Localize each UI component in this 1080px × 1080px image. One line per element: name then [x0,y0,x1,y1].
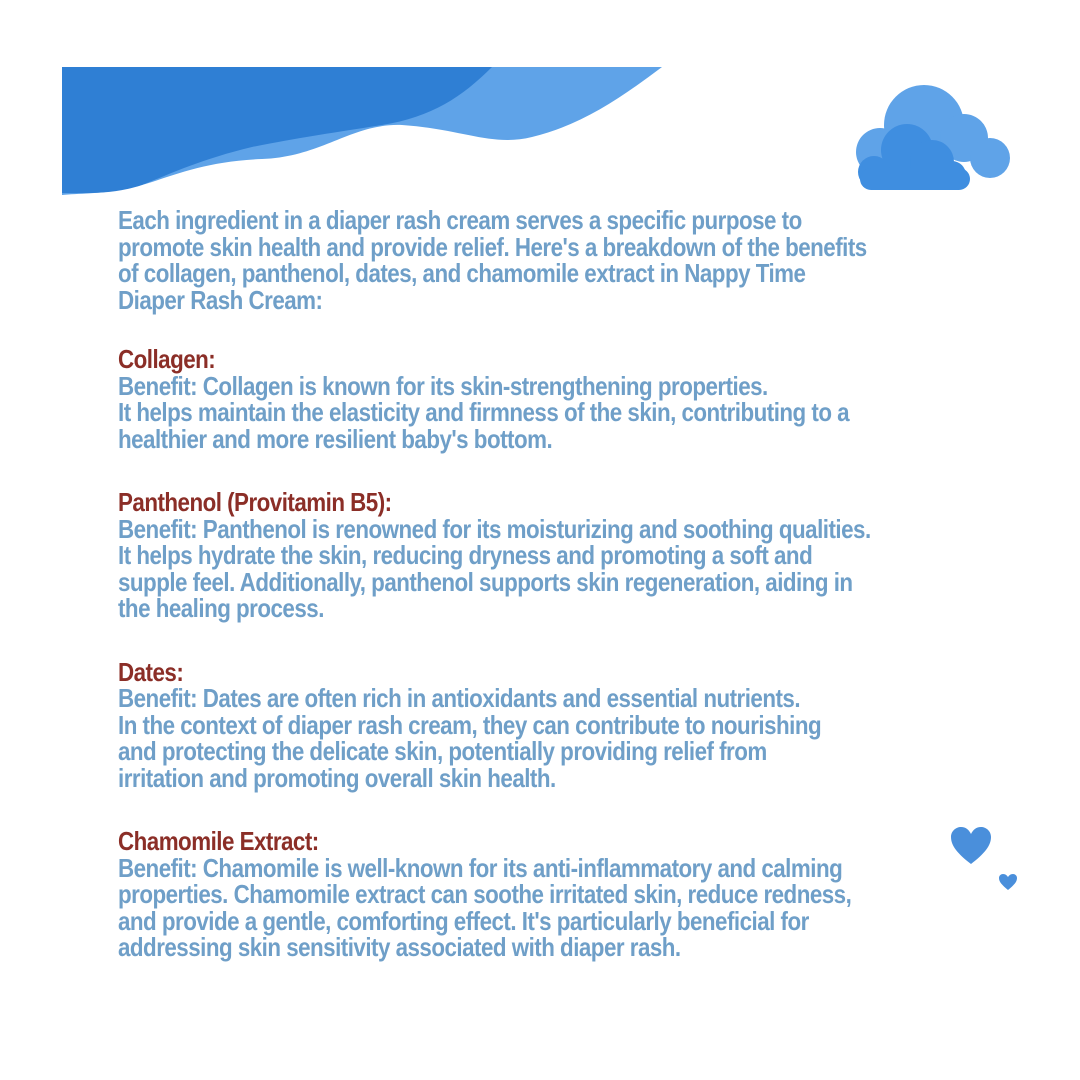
intro-paragraph [118,207,883,313]
benefit-line: and protecting the delicate skin, potentially providing relief from [118,736,767,766]
benefit-line: It helps hydrate the skin, reducing dryness and promoting a soft and [118,540,813,570]
benefit-line: irritation and promoting overall skin health. [118,762,556,793]
ingredient-section-collagen [118,346,883,452]
heart-icon [950,826,992,866]
benefit-line: the healing process. [118,593,324,623]
benefit-line: Benefit: Panthenol is renowned for its moisturizing and soothing qualities. [118,513,871,544]
intro-line: of collagen, panthenol, dates, and chamomile extract in Nappy Time [118,258,806,288]
benefit-line: and provide a gentle, comforting effect. It's particularly beneficial for [118,905,809,936]
benefit-line: In the context of diaper rash cream, they can contribute to nourishing [118,709,822,740]
ingredient-section-panthenol [118,489,883,622]
cloud-icon [852,80,1012,195]
heart-icon [998,873,1018,891]
ingredient-heading: Chamomile Extract: [118,826,319,856]
ingredient-section-chamomile [118,828,883,961]
ingredient-heading: Dates: [118,656,184,687]
benefit-line: properties. Chamomile extract can soothe irritated skin, reduce redness, [118,879,852,909]
ingredient-heading: Collagen: [118,344,216,374]
benefit-line: It helps maintain the elasticity and firmness of the skin, contributing to a [118,397,850,427]
benefit-line: Benefit: Collagen is known for its skin-strengthening properties. [118,370,768,401]
article-text [118,207,883,998]
benefit-line: supple feel. Additionally, panthenol supports skin regeneration, aiding in [118,566,853,597]
benefit-line: addressing skin sensitivity associated with diaper rash. [118,932,681,962]
benefit-line: healthier and more resilient baby's bottom. [118,423,553,454]
intro-line: Diaper Rash Cream: [118,284,323,315]
wave-shape [62,67,662,197]
benefit-line: Benefit: Chamomile is well-known for its anti-inflammatory and calming [118,852,843,883]
intro-line: Each ingredient in a diaper rash cream serves a specific purpose to [118,205,802,235]
ingredient-section-dates [118,656,883,793]
ingredient-heading: Panthenol (Provitamin B5): [118,487,392,517]
intro-line: promote skin health and provide relief. Here's a breakdown of the benefits [118,231,867,262]
benefit-line: Benefit: Dates are often rich in antioxidants and essential nutrients. [118,683,801,713]
